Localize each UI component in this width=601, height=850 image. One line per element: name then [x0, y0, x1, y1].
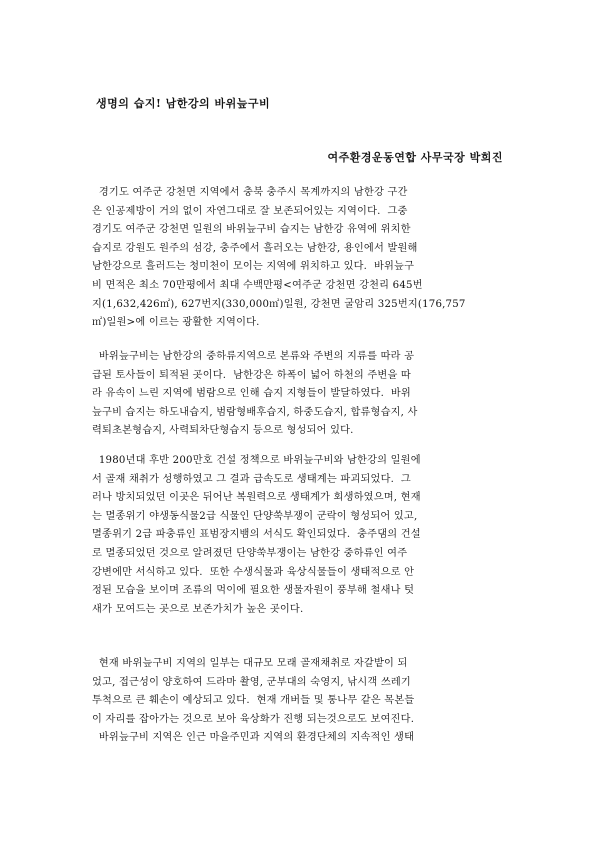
text-line: 습지로 강원도 원주의 섬강, 충주에서 흘러오는 남한강, 용인에서 발원해	[92, 242, 418, 254]
text-line: 바위늪구비는 남한강의 중하류지역으로 본류와 주변의 지류를 따라 공	[92, 351, 415, 362]
paragraph	[92, 452, 507, 619]
text-line: 는 멸종위기 야생동식물2급 식물인 단양쑥부쟁이 군락이 형성되어 있고,	[92, 510, 418, 522]
paragraph	[92, 184, 507, 333]
text-line: 비 면적은 최소 70만평에서 최대 수백만평<여주군 강천면 강천리 645번	[92, 279, 423, 291]
text-line: 이 자리를 잡아가는 것으로 보아 육상화가 진행 되는것으로도 보여진다.	[92, 713, 415, 725]
text-line: 남한강으로 흘러드는 청미천이 모이는 지역에 위치하고 있다. 바위늪구	[92, 261, 415, 273]
text-line: ㎡)일원>에 이르는 광활한 지역이다.	[92, 317, 260, 329]
text-line: 지(1,632,426㎡), 627번지(330,000㎡)일원, 강천면 굴암리 325번지(176,757	[92, 298, 466, 310]
text-line: 강변에만 서식하고 있다. 또한 수생식물과 육상식물들이 생태적으로 안	[92, 566, 415, 578]
paragraph	[92, 655, 507, 748]
text-line: 1980년대 후반 200만호 건설 정책으로 바위늪구비와 남한강의 일원에	[92, 455, 421, 466]
document-title: 생명의 습지! 남한강의 바위늪구비	[96, 97, 271, 110]
text-line: 로 멸종되었던 것으로 알려졌던 단양쑥부쟁이는 남한강 중하류인 여주	[92, 547, 408, 559]
paragraph	[92, 348, 507, 441]
text-line: 투척으로 큰 훼손이 예상되고 있다. 현재 개버들 및 통나무 같은 목본들	[92, 695, 415, 707]
text-line: 늪구비 습지는 하도내습지, 범람형배후습지, 하중도습지, 합류형습지, 사	[92, 406, 418, 418]
author-line: 여주환경운동연합 사무국장 박희진	[327, 151, 503, 164]
text-line: 새가 모여드는 곳으로 보존가치가 높은 곳이다.	[92, 603, 304, 615]
text-line: 러나 방치되었던 이곳은 뒤어난 복원력으로 생태계가 회생하였으며, 현재	[92, 492, 421, 504]
text-line: 경기도 여주군 강천면 일원의 바위늪구비 습지는 남한강 유역에 위치한	[92, 224, 411, 236]
text-line: 력퇴초본형습지, 사력퇴차단형습지 등으로 형성되어 있다.	[92, 425, 354, 437]
text-line: 정된 모습을 보이며 조류의 먹이에 필요한 생물자원이 풍부해 철새나 텃	[92, 585, 415, 597]
text-line: 바위늪구비 지역은 인근 마을주민과 지역의 환경단체의 지속적인 생태	[92, 732, 415, 744]
text-line: 었고, 접근성이 양호하여 드라마 촬영, 군부대의 숙영지, 낚시객 쓰레기	[92, 676, 411, 688]
text-line: 서 골재 채취가 성행하였고 그 결과 급속도로 생태계는 파괴되었다. 그	[92, 473, 411, 485]
text-line: 경기도 여주군 강천면 지역에서 충북 충주시 목계까지의 남한강 구간	[92, 187, 408, 198]
text-line: 멸종위기 2급 파충류인 표범장지뱀의 서식도 확인되었다. 충주댐의 건설	[92, 529, 421, 541]
text-line: 현재 바위늪구비 지역의 일부는 대규모 모래 골재채취로 자갈밭이 되	[92, 658, 408, 669]
text-line: 은 인공제방이 거의 없이 자연그대로 잘 보존되어있는 지역이다. 그중	[92, 205, 408, 217]
text-line: 라 유속이 느린 지역에 범람으로 인해 습지 지형들이 발달하였다. 바위	[92, 388, 411, 400]
text-line: 급된 토사들이 퇴적된 곳이다. 남한강은 하폭이 넓어 하천의 주변을 따	[92, 369, 411, 381]
